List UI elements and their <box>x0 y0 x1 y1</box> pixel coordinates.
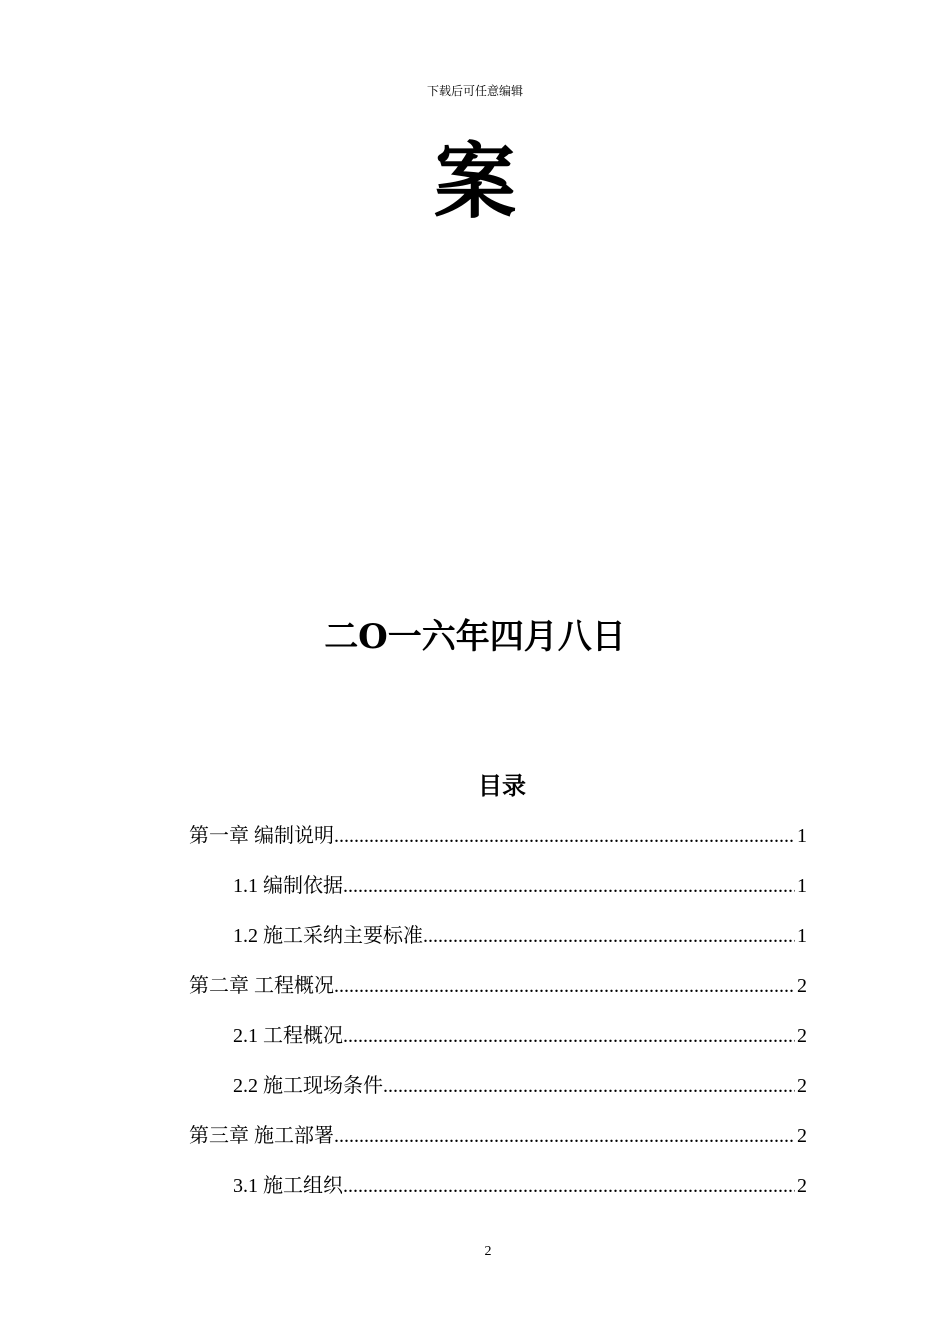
toc-leader-dots <box>334 961 795 1011</box>
toc-entry[interactable] <box>189 861 807 911</box>
header-note: 下载后可任意编辑 <box>426 84 523 98</box>
title-character: 案 <box>433 134 516 230</box>
toc-entry-page: 2 <box>797 975 807 997</box>
toc-entry-label: 2.2 施工现场条件 <box>233 1075 383 1097</box>
toc-entry-page: 2 <box>797 1075 807 1097</box>
toc-entry-label: 第三章 施工部署 <box>189 1125 334 1147</box>
toc-entry[interactable] <box>189 1011 807 1061</box>
toc-title: 目录 <box>478 771 526 800</box>
toc-leader-dots <box>343 1161 795 1211</box>
page-number: 2 <box>484 1244 492 1259</box>
toc-entry-label: 2.1 工程概况 <box>233 1025 343 1047</box>
toc-leader-dots <box>423 911 795 961</box>
document-date: 二O一六年四月八日 <box>324 617 626 657</box>
toc-entry-label: 1.2 施工采纳主要标准 <box>233 925 423 947</box>
toc-leader-dots <box>334 811 795 861</box>
toc-entry-page: 2 <box>797 1125 807 1147</box>
toc-entry-page: 2 <box>797 1175 807 1197</box>
toc-entry-page: 1 <box>797 875 807 897</box>
toc-entry-label: 1.1 编制依据 <box>233 875 343 897</box>
toc-entry-page: 1 <box>797 925 807 947</box>
toc-entry-label: 3.1 施工组织 <box>233 1175 343 1197</box>
table-of-contents <box>189 811 807 1211</box>
toc-entry-page: 2 <box>797 1025 807 1047</box>
toc-leader-dots <box>383 1061 795 1111</box>
toc-entry[interactable] <box>189 911 807 961</box>
toc-entry[interactable] <box>189 811 807 861</box>
toc-entry[interactable] <box>189 1161 807 1211</box>
toc-entry-label: 第二章 工程概况 <box>189 975 334 997</box>
toc-entry-page: 1 <box>797 825 807 847</box>
toc-entry[interactable] <box>189 1061 807 1111</box>
toc-leader-dots <box>334 1111 795 1161</box>
toc-entry-label: 第一章 编制说明 <box>189 825 334 847</box>
toc-leader-dots <box>343 861 795 911</box>
toc-leader-dots <box>343 1011 795 1061</box>
toc-entry[interactable] <box>189 1111 807 1161</box>
toc-entry[interactable] <box>189 961 807 1011</box>
